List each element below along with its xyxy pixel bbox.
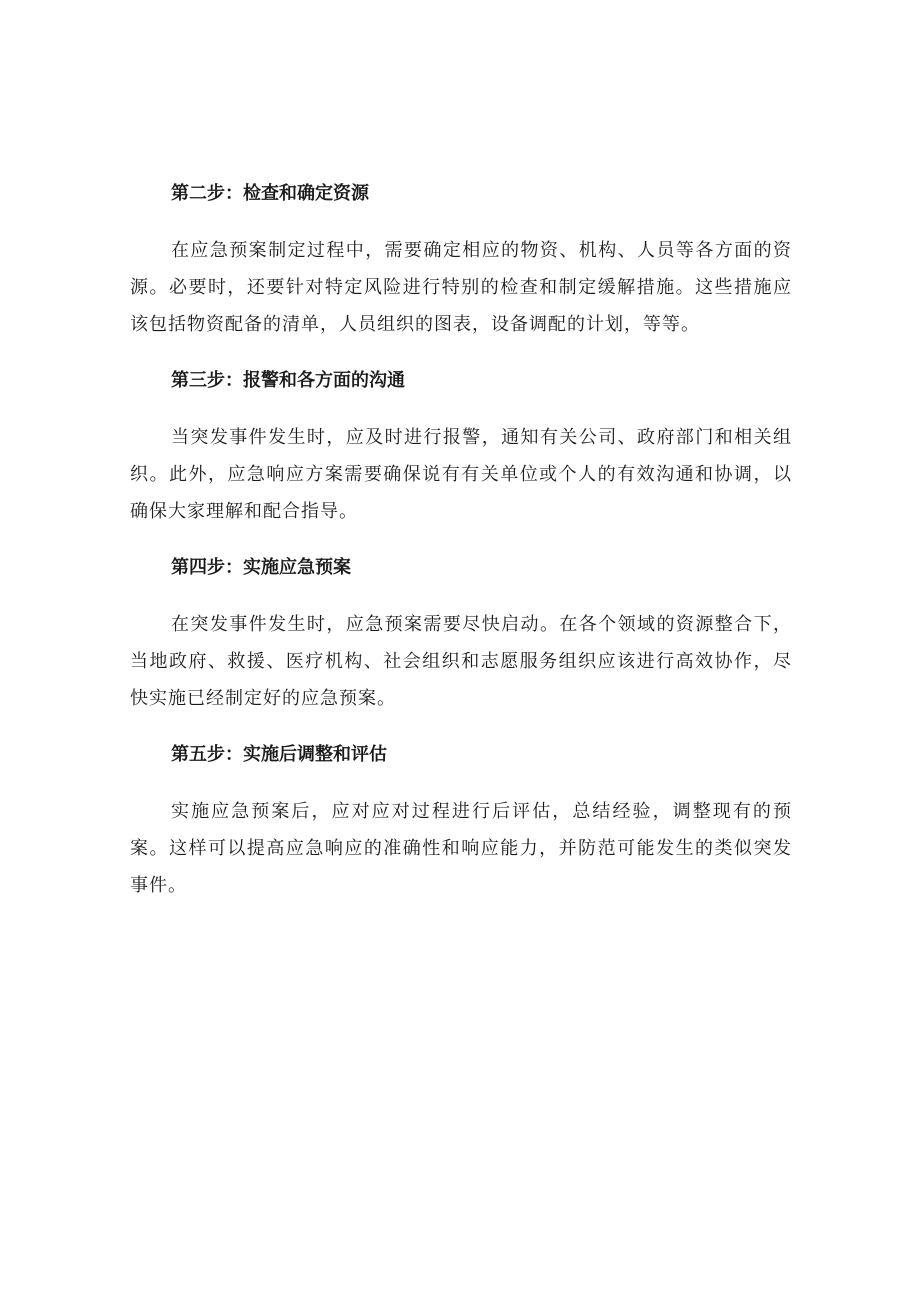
section-step-4 [130,552,792,717]
section-paragraph: 在应急预案制定过程中，需要确定相应的物资、机构、人员等各方面的资源。必要时，还要针对特定风险进行特别的检查和制定缓解措施。这些措施应该包括物资配备的清单，人员组织的图表，设备调配的计划，等等。 [130,240,792,335]
section-heading: 第五步：实施后调整和评估 [171,744,387,765]
document-page [130,178,792,926]
section-heading: 第四步：实施应急预案 [171,557,351,578]
section-paragraph: 当突发事件发生时，应及时进行报警，通知有关公司、政府部门和相关组织。此外，应急响应方案需要确保说有有关单位或个人的有效沟通和协调，以确保大家理解和配合指导。 [130,427,792,522]
section-heading: 第三步：报警和各方面的沟通 [171,370,405,391]
section-step-3 [130,365,792,530]
section-step-2 [130,178,792,343]
section-paragraph: 在突发事件发生时，应急预案需要尽快启动。在各个领域的资源整合下，当地政府、救援、医疗机构、社会组织和志愿服务组织应该进行高效协作，尽快实施已经制定好的应急预案。 [130,614,792,709]
section-paragraph: 实施应急预案后，应对应对过程进行后评估，总结经验，调整现有的预案。这样可以提高应急响应的准确性和响应能力，并防范可能发生的类似突发事件。 [130,801,792,896]
section-heading: 第二步：检查和确定资源 [171,183,369,204]
section-step-5 [130,739,792,904]
